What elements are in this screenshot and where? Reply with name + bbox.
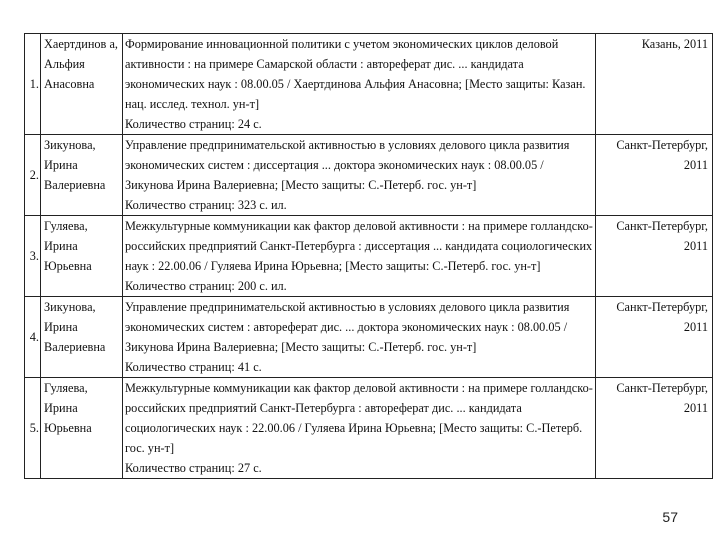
- place-year: Казань, 2011: [596, 34, 713, 135]
- title-cell: [123, 216, 596, 297]
- table-row: [25, 297, 713, 378]
- place-year: Санкт-Петербург, 2011: [596, 216, 713, 297]
- title-cell: [123, 297, 596, 378]
- work-title: Управление предпринимательской активностью в условиях делового цикла развития экономических систем : диссертация ... доктора экономических наук : 08.00.05 / Зикунова Ирина Валериевна; [Место защиты: С.-Петерб. гос. ун-т]: [125, 138, 570, 192]
- page-number: 57: [662, 509, 678, 525]
- row-number: 2.: [25, 135, 41, 216]
- work-title: Межкультурные коммуникации как фактор деловой активности : на примере голландско-российских предприятий Санкт-Петербурга : диссертация ... кандидата социологических наук : 22.00.06 / Гуляева Ирина Юрьевна; [Место защиты: С.-Петерб. гос. ун-т]: [125, 219, 593, 273]
- table-row: [25, 216, 713, 297]
- author-name: Гуляева, Ирина Юрьевна: [44, 219, 92, 273]
- title-cell: [123, 378, 596, 479]
- row-number: 5.: [25, 378, 41, 479]
- bibliography-table: [24, 33, 713, 479]
- work-title: Межкультурные коммуникации как фактор деловой активности : на примере голландско-российских предприятий Санкт-Петербурга : автореферат дис. ... кандидата социологических наук : 22.00.06 / Гуляева Ирина Юрьевна; [Место защиты: С.-Петерб. гос. ун-т]: [125, 381, 593, 455]
- page-count: Количество страниц: 323 с. ил.: [125, 198, 287, 212]
- author-name: Гуляева, Ирина Юрьевна: [44, 381, 92, 435]
- author-name: Хаертдинов а, Альфия Анасовна: [44, 37, 118, 91]
- row-number: 4.: [25, 297, 41, 378]
- author-name: Зикунова, Ирина Валериевна: [44, 300, 106, 354]
- row-number: 1.: [25, 34, 41, 135]
- page-count: Количество страниц: 41 с.: [125, 360, 262, 374]
- row-number: 3.: [25, 216, 41, 297]
- place-year: Санкт-Петербург, 2011: [596, 378, 713, 479]
- table-row: [25, 135, 713, 216]
- place-year: Санкт-Петербург, 2011: [596, 297, 713, 378]
- page-count: Количество страниц: 24 с.: [125, 117, 262, 131]
- work-title: Формирование инновационной политики с учетом экономических циклов деловой активности : на примере Самарской области : автореферат дис. ... кандидата экономических наук : 08.00.05 / Хаертдинова Альфия Анасовна; [Место защиты: Казан. нац. исслед. технол. ун-т]: [125, 37, 586, 111]
- author-cell: [41, 378, 123, 479]
- work-title: Управление предпринимательской активностью в условиях делового цикла развития экономических систем : автореферат дис. ... доктора экономических наук : 08.00.05 / Зикунова Ирина Валериевна; [Место защиты: С.-Петерб. гос. ун-т]: [125, 300, 570, 354]
- place-year: Санкт-Петербург, 2011: [596, 135, 713, 216]
- page-count: Количество страниц: 200 с. ил.: [125, 279, 287, 293]
- author-cell: [41, 135, 123, 216]
- author-cell: [41, 34, 123, 135]
- title-cell: [123, 135, 596, 216]
- author-name: Зикунова, Ирина Валериевна: [44, 138, 106, 192]
- author-cell: [41, 297, 123, 378]
- author-cell: [41, 216, 123, 297]
- page-count: Количество страниц: 27 с.: [125, 461, 262, 475]
- title-cell: [123, 34, 596, 135]
- table-row: [25, 34, 713, 135]
- table-row: [25, 378, 713, 479]
